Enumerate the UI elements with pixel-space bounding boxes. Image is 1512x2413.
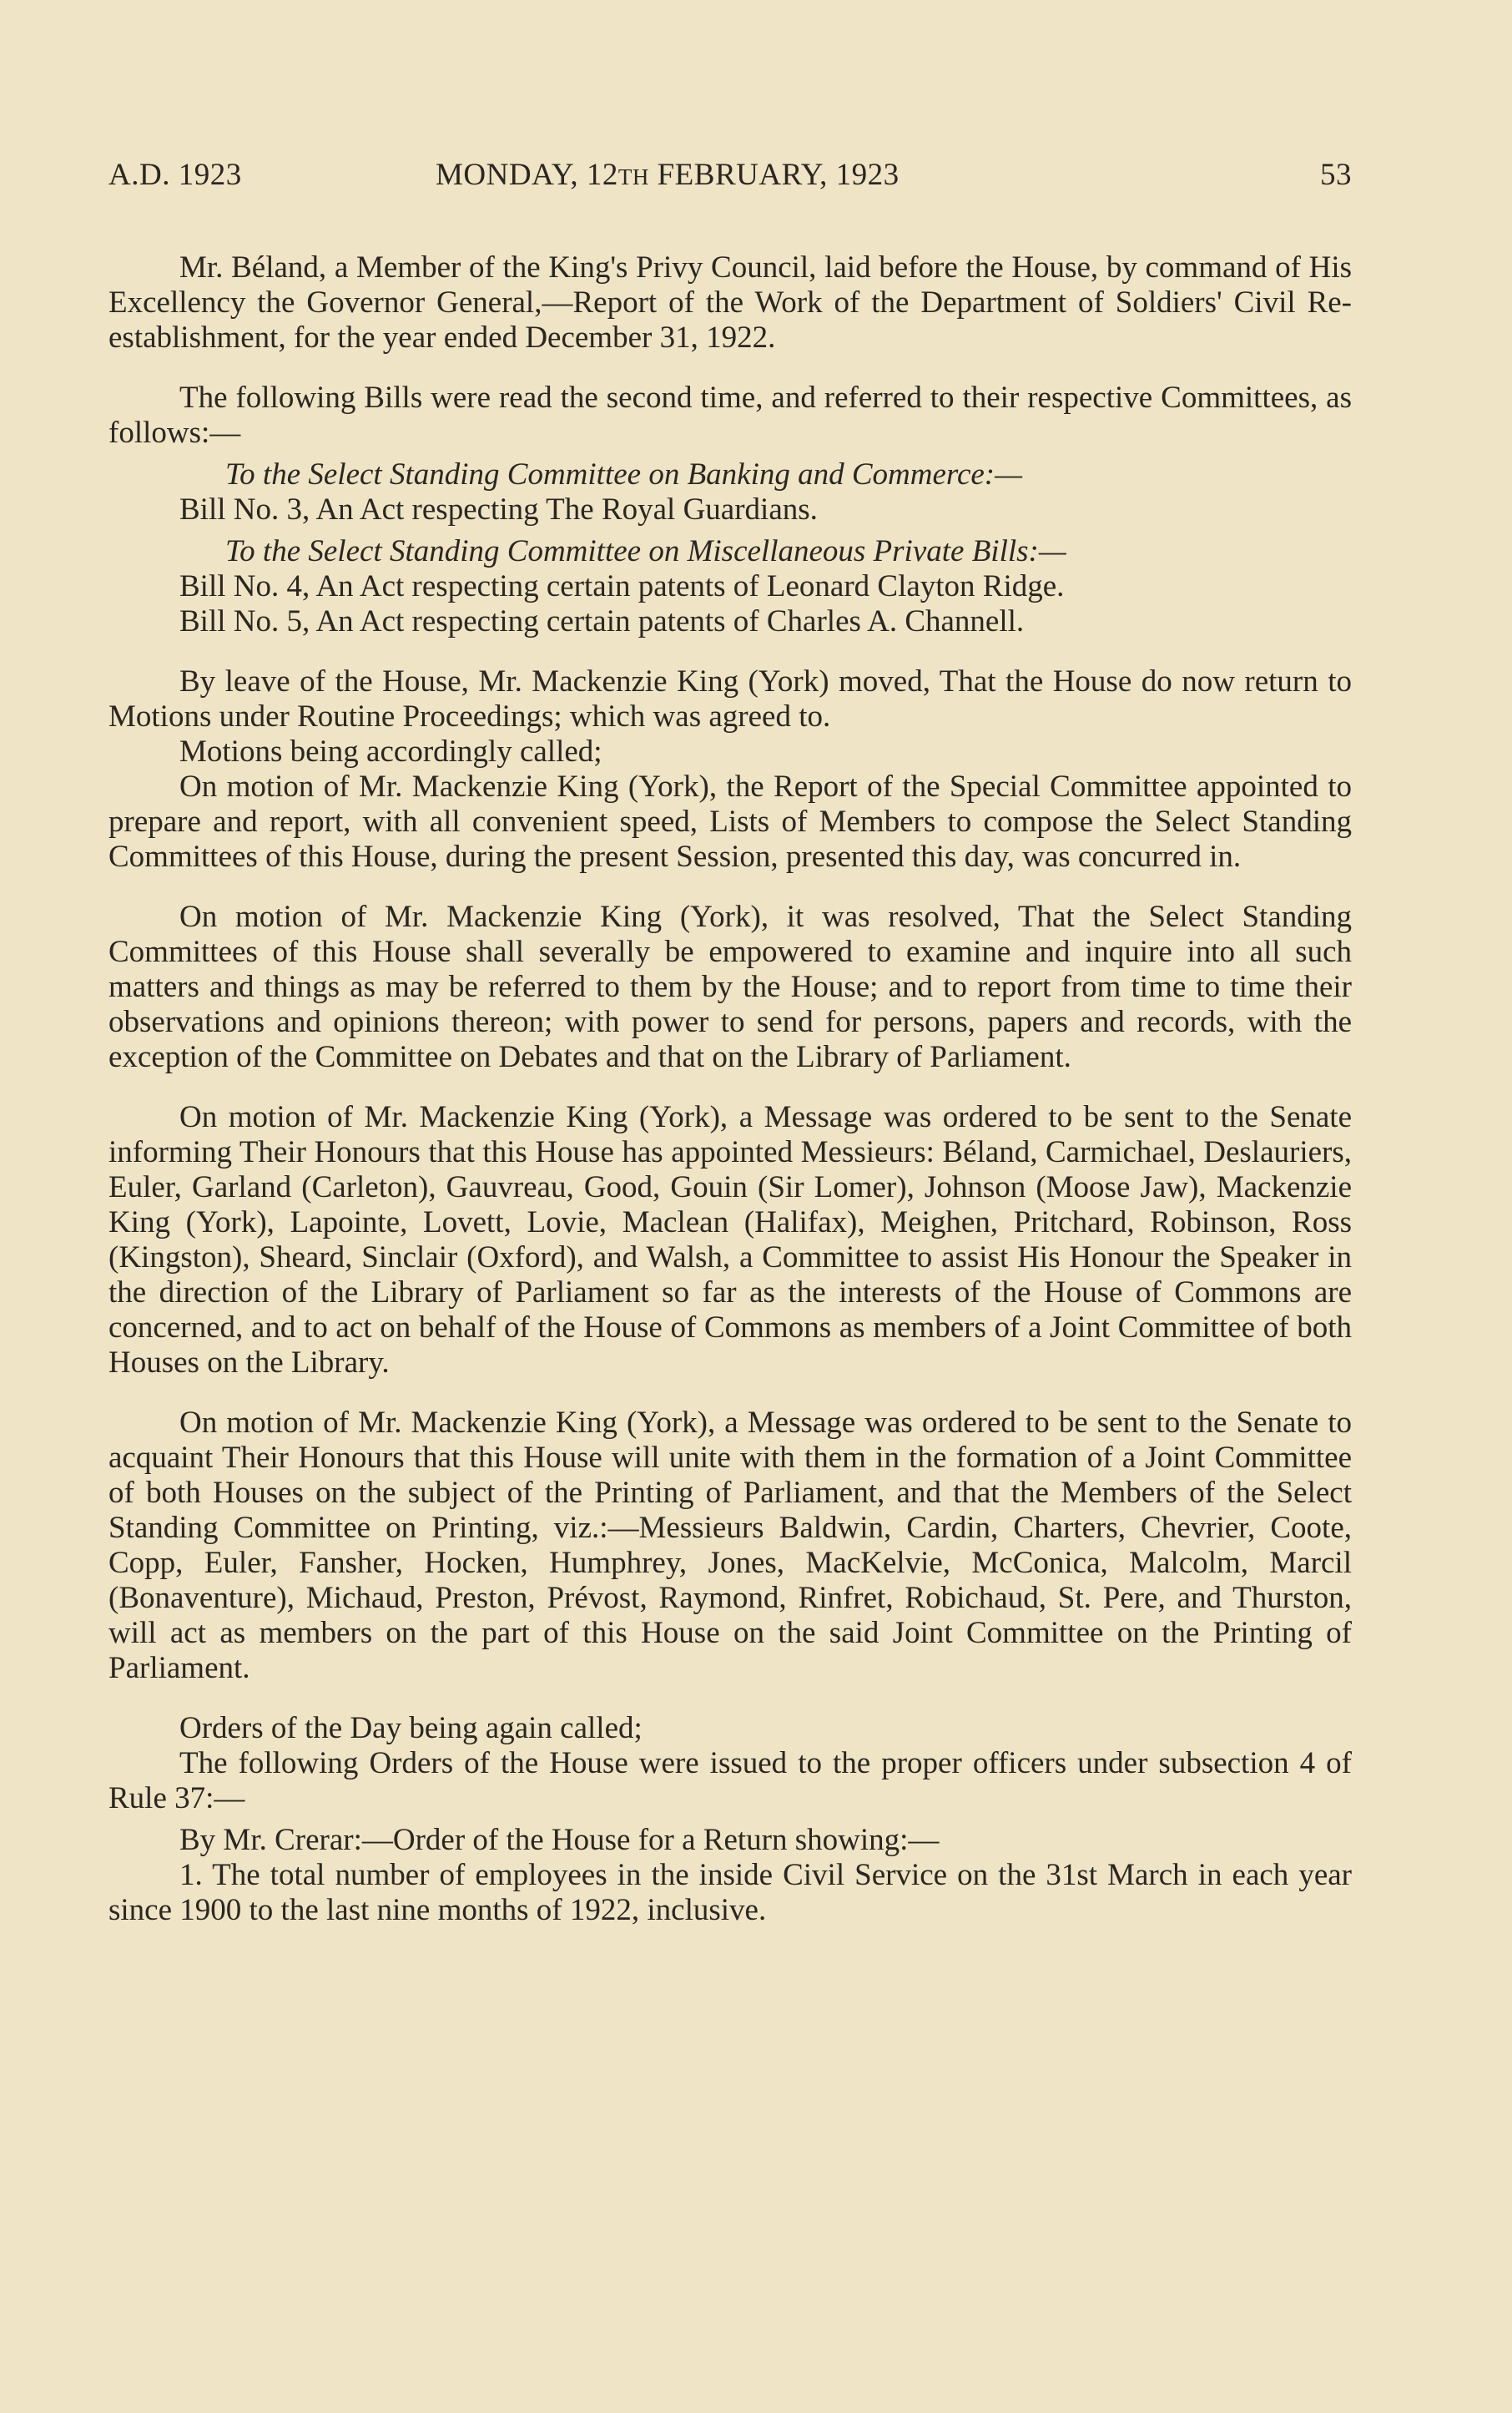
- bill-item-3: Bill No. 3, An Act respecting The Royal Guardians.: [179, 492, 818, 527]
- paragraph-return-order: By Mr. Crerar:—Order of the House for a Return showing:—: [179, 1823, 940, 1857]
- paragraph-bills-second-reading: The following Bills were read the second time, and referred to their respective Committees, as follows:—: [108, 381, 1352, 450]
- header-date: [436, 157, 900, 193]
- paragraph-return-item-1: 1. The total number of employees in the inside Civil Service on the 31st March in each year since 1900 to the last nine months of 1922, inclusive.: [108, 1858, 1352, 1927]
- header-date-month: FEBRUARY, 1923: [648, 158, 900, 192]
- paragraph-committee-powers: On motion of Mr. Mackenzie King (York), it was resolved, That the Select Standing Committees of this House shall severally be empowered to examine and inquire into all such matters and things as may be referred to them by the House; and to report from time to time their observations and opinions thereon; with power to send for persons, papers and records, with the exception of the Committee on Debates and that on the Library of Parliament.: [108, 900, 1352, 1074]
- committee-heading-banking: To the Select Standing Committee on Banking and Commerce:—: [225, 457, 1023, 492]
- paragraph-orders-issued: The following Orders of the House were issued to the proper officers under subsection 4 of Rule 37:—: [108, 1746, 1352, 1815]
- paragraph-special-committee-report: On motion of Mr. Mackenzie King (York), the Report of the Special Committee appointed to prepare and report, with all convenient speed, Lists of Members to compose the Select Standing Committees of this House, during the present Session, presented this day, was concurred in.: [108, 770, 1352, 874]
- running-header: [108, 157, 1352, 199]
- paragraph-library-committee: On motion of Mr. Mackenzie King (York), a Message was ordered to be sent to the Senate informing Their Honours that this House has appointed Messieurs: Béland, Carmichael, Deslauriers, Euler, Garland (Carleton), Gauvreau, Good, Gouin (Sir Lomer), Johnson (Moose Jaw), Mackenzie King (York), Lapointe, Lovett, Lovie, Maclean (Halifax), Meighen, Pritchard, Robinson, Ross (Kingston), Sheard, Sinclair (Oxford), and Walsh, a Committee to assist His Honour the Speaker in the direction of the Library of Parliament so far as the interests of the House of Commons are concerned, and to act on behalf of the House of Commons as members of a Joint Committee of both Houses on the Library.: [108, 1100, 1352, 1380]
- header-date-ordinal: TH: [617, 164, 649, 189]
- header-year: A.D. 1923: [108, 158, 242, 192]
- bill-item-4: Bill No. 4, An Act respecting certain patents of Leonard Clayton Ridge.: [179, 569, 1065, 603]
- paragraph-orders-of-day: Orders of the Day being again called;: [179, 1711, 643, 1745]
- paragraph-motions-called: Motions being accordingly called;: [179, 735, 602, 769]
- paragraph-routine-proceedings: By leave of the House, Mr. Mackenzie King (York) moved, That the House do now return to Motions under Routine Proceedings; which was agreed to.: [108, 664, 1352, 734]
- bill-item-5: Bill No. 5, An Act respecting certain patents of Charles A. Channell.: [179, 604, 1025, 639]
- page-body: [108, 250, 1352, 1928]
- committee-heading-private-bills: To the Select Standing Committee on Miscellaneous Private Bills:—: [225, 534, 1066, 568]
- header-date-day: MONDAY, 12: [436, 158, 618, 192]
- paragraph-report-tabled: Mr. Béland, a Member of the King's Privy Council, laid before the House, by command of His Excellency the Governor General,—Report of the Work of the Department of Soldiers' Civil Re-establishment, for the year ended December 31, 1922.: [108, 250, 1352, 355]
- paragraph-printing-committee: On motion of Mr. Mackenzie King (York), a Message was ordered to be sent to the Senate to acquaint Their Honours that this House will unite with them in the formation of a Joint Committee of both Houses on the subject of the Printing of Parliament, and that the Members of the Select Standing Committee on Printing, viz.:—Messieurs Baldwin, Cardin, Charters, Chevrier, Coote, Copp, Euler, Fansher, Hocken, Humphrey, Jones, MacKelvie, McConica, Malcolm, Marcil (Bonaventure), Michaud, Preston, Prévost, Raymond, Rinfret, Robichaud, St. Pere, and Thurston, will act as members on the part of this House on the said Joint Committee on the Printing of Parliament.: [108, 1406, 1352, 1685]
- page-number: 53: [1320, 158, 1352, 192]
